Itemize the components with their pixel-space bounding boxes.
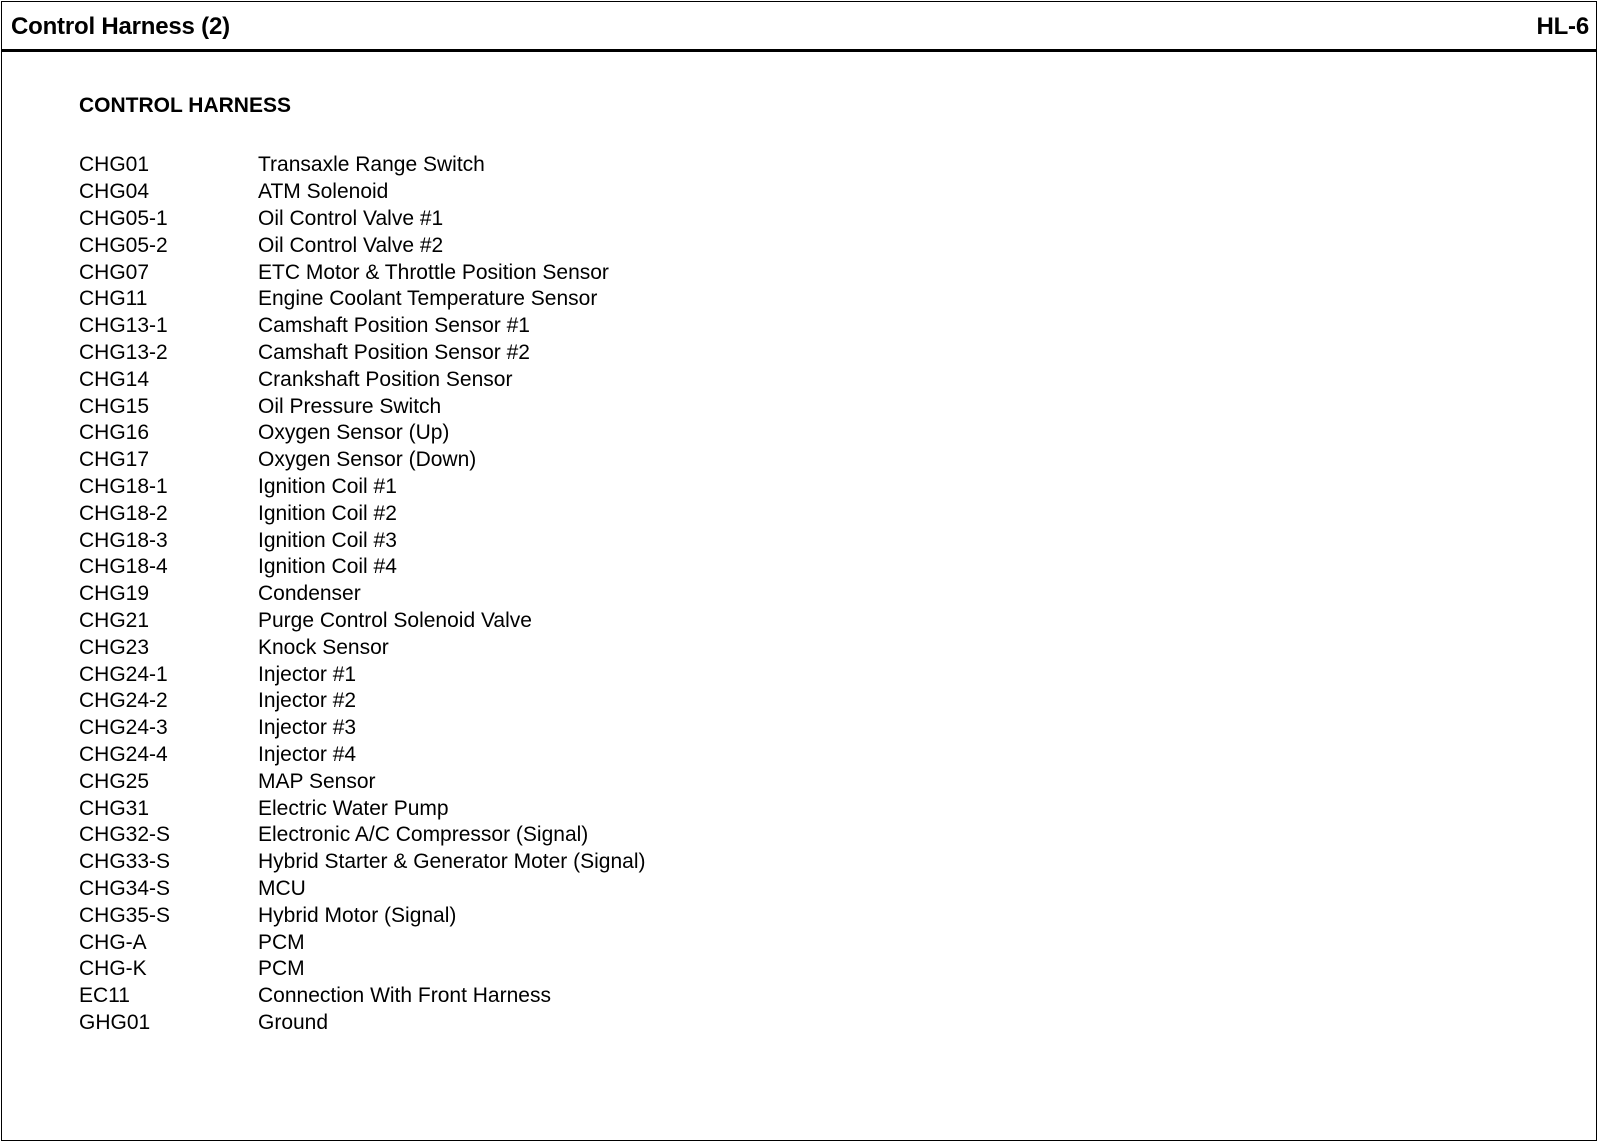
connector-row: [79, 232, 645, 259]
connector-code: GHG01: [79, 1010, 151, 1034]
connector-row: [79, 500, 645, 527]
connector-code: CHG-K: [79, 957, 147, 981]
section-heading: CONTROL HARNESS: [79, 94, 291, 117]
connector-row: [79, 393, 645, 420]
connector-row: [79, 179, 645, 206]
connector-code: CHG19: [79, 582, 150, 606]
connector-code: CHG23: [79, 635, 150, 659]
connector-code: CHG13-1: [79, 314, 168, 338]
connector-code: CHG18-3: [79, 528, 168, 552]
page-code: HL-6: [1536, 13, 1589, 40]
connector-description: Electronic A/C Compressor (Signal): [258, 823, 589, 847]
connector-description: Crankshaft Position Sensor: [258, 367, 513, 391]
connector-description: Oil Control Valve #2: [258, 233, 444, 257]
connector-description: Hybrid Starter & Generator Moter (Signal): [258, 850, 646, 874]
connector-row: [79, 876, 645, 903]
connector-row: [79, 742, 645, 769]
connector-code: CHG33-S: [79, 850, 171, 874]
connector-code: CHG24-2: [79, 689, 168, 713]
connector-description: Connection With Front Harness: [258, 984, 551, 1008]
connector-description: Oxygen Sensor (Down): [258, 448, 477, 472]
connector-code: CHG18-4: [79, 555, 168, 579]
connector-row: [79, 795, 645, 822]
connector-description: Knock Sensor: [258, 635, 389, 659]
connector-description: ETC Motor & Throttle Position Sensor: [258, 260, 609, 284]
connector-description: Camshaft Position Sensor #2: [258, 340, 530, 364]
connector-description: Ignition Coil #2: [258, 501, 397, 525]
connector-row: [79, 366, 645, 393]
connector-code: CHG05-1: [79, 206, 168, 230]
connector-row: [79, 313, 645, 340]
connector-row: [79, 661, 645, 688]
connector-description: MAP Sensor: [258, 769, 376, 793]
connector-row: [79, 340, 645, 367]
connector-row: [79, 152, 645, 179]
connector-row: [79, 259, 645, 286]
connector-description: PCM: [258, 930, 305, 954]
connector-description: Oil Control Valve #1: [258, 206, 444, 230]
connector-description: Camshaft Position Sensor #1: [258, 314, 530, 338]
connector-description: Engine Coolant Temperature Sensor: [258, 287, 598, 311]
connector-code: CHG13-2: [79, 340, 168, 364]
connector-row: [79, 983, 645, 1010]
connector-code: CHG34-S: [79, 876, 171, 900]
connector-row: [79, 420, 645, 447]
connector-code: CHG35-S: [79, 903, 171, 927]
connector-code: CHG24-3: [79, 716, 168, 740]
connector-code: CHG18-1: [79, 474, 168, 498]
connector-description: Purge Control Solenoid Valve: [258, 608, 532, 632]
connector-description: Oxygen Sensor (Up): [258, 421, 450, 445]
connector-row: [79, 527, 645, 554]
connector-code: CHG25: [79, 769, 150, 793]
connector-row: [79, 474, 645, 501]
connector-row: [79, 768, 645, 795]
connector-row: [79, 206, 645, 233]
connector-list: [79, 152, 645, 1036]
connector-code: CHG17: [79, 448, 150, 472]
connector-code: CHG31: [79, 796, 150, 820]
page-header: [1, 1, 1597, 52]
connector-code: CHG11: [79, 287, 148, 311]
connector-description: Transaxle Range Switch: [258, 153, 485, 177]
connector-description: MCU: [258, 876, 306, 900]
connector-row: [79, 688, 645, 715]
connector-description: ATM Solenoid: [258, 180, 389, 204]
connector-description: Hybrid Motor (Signal): [258, 903, 457, 927]
connector-code: CHG32-S: [79, 823, 171, 847]
connector-description: PCM: [258, 957, 305, 981]
connector-description: Injector #2: [258, 689, 357, 713]
connector-row: [79, 608, 645, 635]
connector-row: [79, 1010, 645, 1037]
connector-description: Injector #4: [258, 742, 357, 766]
connector-row: [79, 956, 645, 983]
connector-code: CHG21: [79, 608, 150, 632]
connector-code: CHG15: [79, 394, 150, 418]
connector-code: CHG-A: [79, 930, 147, 954]
connector-row: [79, 634, 645, 661]
connector-description: Ground: [258, 1010, 329, 1034]
connector-code: CHG24-4: [79, 742, 168, 766]
connector-code: CHG07: [79, 260, 150, 284]
connector-row: [79, 929, 645, 956]
connector-code: CHG04: [79, 180, 150, 204]
connector-description: Ignition Coil #3: [258, 528, 397, 552]
connector-row: [79, 581, 645, 608]
connector-row: [79, 554, 645, 581]
connector-code: CHG05-2: [79, 233, 168, 257]
connector-description: Electric Water Pump: [258, 796, 449, 820]
connector-description: Oil Pressure Switch: [258, 394, 442, 418]
connector-row: [79, 849, 645, 876]
connector-row: [79, 447, 645, 474]
connector-code: CHG14: [79, 367, 150, 391]
connector-description: Injector #1: [258, 662, 357, 686]
connector-description: Condenser: [258, 582, 361, 606]
connector-row: [79, 902, 645, 929]
connector-description: Ignition Coil #4: [258, 555, 397, 579]
connector-row: [79, 822, 645, 849]
connector-code: EC11: [79, 984, 130, 1008]
connector-code: CHG16: [79, 421, 150, 445]
connector-description: Ignition Coil #1: [258, 474, 397, 498]
connector-row: [79, 286, 645, 313]
connector-code: CHG01: [79, 153, 150, 177]
page-title: Control Harness (2): [11, 13, 230, 40]
connector-code: CHG24-1: [79, 662, 168, 686]
connector-code: CHG18-2: [79, 501, 168, 525]
connector-row: [79, 715, 645, 742]
connector-description: Injector #3: [258, 716, 357, 740]
